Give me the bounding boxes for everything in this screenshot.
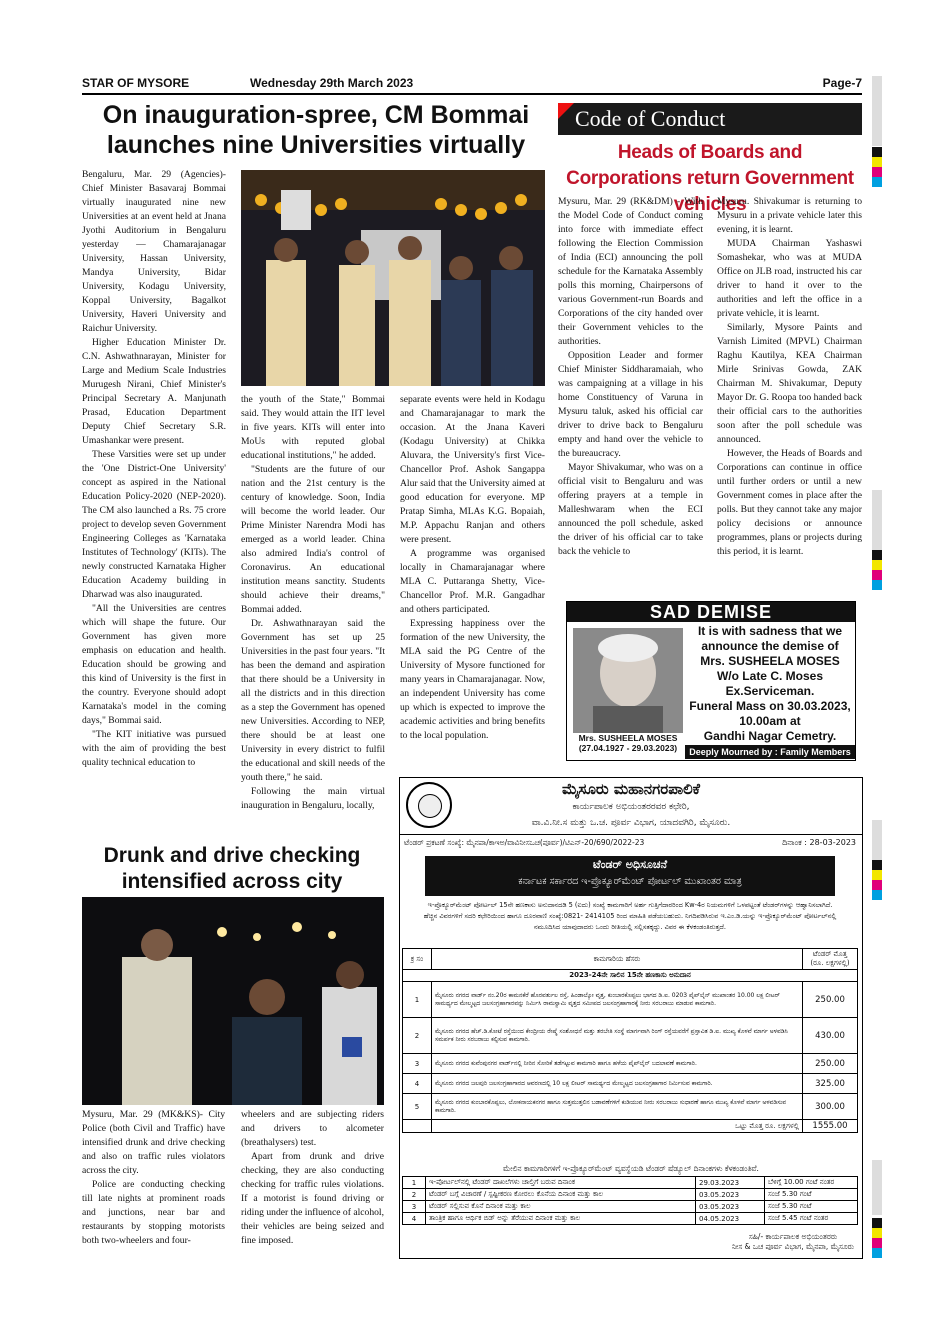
work-amount: 430.00 — [803, 1018, 858, 1054]
obituary-line: Ex.Serviceman. — [725, 684, 815, 698]
work-no: 3 — [403, 1054, 432, 1074]
tender-signature — [732, 1232, 854, 1252]
total-label: ಒಟ್ಟು ಮೊತ್ತ ರೂ. ಲಕ್ಷಗಳಲ್ಲಿ — [432, 1120, 803, 1133]
print-mark — [872, 580, 882, 590]
obituary-caption — [571, 733, 685, 753]
table-row — [403, 1074, 858, 1094]
page-number: Page-7 — [822, 76, 862, 90]
sched-event: ತಾಂತ್ರಿಕ ಹಾಗೂ ಆರ್ಥಿಕ ಬಿಡ್ ಅನ್ನು ತೆರೆಯುವ ದಿನಾಂಕ ಮತ್ತು ಕಾಲ — [426, 1213, 696, 1225]
obituary-line: It is with sadness that we — [697, 624, 843, 638]
paragraph: the youth of the State," Bommai said. They would attain the IIT level in five years. KITs will enter into MoUs with reputed global educational institutions," he added. — [241, 394, 385, 461]
print-mark — [872, 870, 882, 880]
paragraph: Mayor Shivakumar, who was on a official visit to Bengaluru and was offering prayers at a temple in Malleshwaram when the ECI announced the poll schedule, asked the driver of his official car to take back the vehicle to — [558, 462, 703, 557]
obituary-portrait — [573, 628, 683, 733]
table-row — [403, 1094, 858, 1120]
table-header — [403, 949, 858, 970]
paragraph: Mysuru. Shivakumar is returning to Mysuru in a private vehicle later this evening, it is learnt. — [717, 196, 862, 235]
work-desc: ಮೈಸೂರು ನಗರದ ಕುಂಬಾರಕೊಪ್ಪಲು, ಲೋಕನಾಯಕನಗರ ಹಾಗೂ ಸುತ್ತಮುತ್ತಲಿನ ಬಡಾವಣೆಗಳಿಗೆ ಕುಡಿಯುವ ನೀರು ಸರಬರಾಜು ಸುಧಾರಣೆ ಹಾಗೂ ಮುಖ್ಯ ಕೊಳವೆ ಮಾರ್ಗ ಅಳವಡಿಸುವ ಕಾಮಗಾರಿ. — [432, 1094, 803, 1120]
signature-line-1: ಸಹಿ/- ಕಾರ್ಯಪಾಲಕ ಅಭಿಯಂತರರು — [748, 1232, 838, 1241]
paragraph: wheelers and are subjecting riders and drivers to alcometer (breathalysers) test. — [241, 1109, 384, 1148]
sched-date: 03.05.2023 — [696, 1201, 765, 1213]
th-amount: ಟೆಂಡರ್ ಮೊತ್ತ (ರೂ. ಲಕ್ಷಗಳಲ್ಲಿ) — [803, 949, 858, 970]
paper-name: STAR OF MYSORE — [82, 76, 190, 90]
obituary-text — [687, 624, 853, 744]
table-row — [403, 1201, 858, 1213]
print-mark — [872, 1228, 882, 1238]
page-header — [82, 76, 862, 92]
print-mark — [872, 1238, 882, 1248]
notice-title: ಟೆಂಡರ್ ಅಧಿಸೂಚನೆ — [592, 858, 668, 871]
sched-event: ಟೆಂಡರ್ ಬಗ್ಗೆ ವಿಚಾರಣೆ / ಸ್ಪಷ್ಟೀಕರಣ ಕೋರಲು ಕೊನೆಯ ದಿನಾಂಕ ಮತ್ತು ಕಾಲ — [426, 1189, 696, 1201]
schedule-table — [402, 1176, 858, 1225]
caption-name: Mrs. SUSHEELA MOSES — [578, 733, 678, 743]
table-row — [403, 1189, 858, 1201]
tender-date: ದಿನಾಂಕ : 28-03-2023 — [782, 838, 856, 847]
group-title: 2023-24ನೇ ಸಾಲಿನ 15ನೇ ಹಣಕಾಸು ಅನುದಾನ — [403, 970, 858, 982]
tender-notice — [399, 777, 863, 1259]
issue-date: Wednesday 29th March 2023 — [250, 76, 414, 90]
paragraph: "All the Universities are centres which will shape the future. Our Government has given more emphasis on education and health. Education should be growing and this kind of University is the first in the country. Everyone should adopt Karnataka's model in the coming days," Bommai said. — [82, 603, 226, 726]
th-work: ಕಾಮಗಾರಿಯ ಹೆಸರು — [432, 949, 803, 970]
works-table — [402, 948, 858, 1133]
tender-notice-banner — [425, 856, 835, 896]
print-mark — [872, 860, 882, 870]
obituary-line: Gandhi Nagar Cemetry. — [703, 729, 837, 743]
tender-address: ವಾ.ವಿ.ನೀ.ಸ ಮತ್ತು ಒ.ಚ. ಪೂರ್ವ ವಿಭಾಗ, ಯಾದವಗಿರಿ, ಮೈಸೂರು. — [531, 818, 731, 828]
paragraph: Mysuru, Mar. 29 (RK&DM) - With the Model Code of Conduct coming into force with immediate effect following the Election Commission of India (ECI) announcing the poll schedule for the Karnataka Assembly polls this morning, Chairpersons of various Government-run Boards and Corporations of the city handed over their Government vehicles to the authorities. — [558, 196, 703, 347]
paragraph: However, the Heads of Boards and Corporations can continue in office until further orders or until a new Government comes in place after the polls. But they cannot take any major policy decisions or announce programmes, plans or projects during this period, it is learnt. — [717, 448, 862, 557]
table-row — [403, 1177, 858, 1189]
work-desc: ಮೈಸೂರು ನಗರದ ಕುವೆಂಪುನಗರ ವಾರ್ಡ್‌ನಲ್ಲಿ ನೀರಿನ ಸೋರಿಕೆ ತಡೆಗಟ್ಟುವ ಕಾಮಗಾರಿ ಹಾಗೂ ಹಳೆಯ ಪೈಪ್‌ಲೈನ್ ಬದಲಾವಣೆ ಕಾಮಗಾರಿ. — [432, 1054, 803, 1074]
sched-time: ಸಂಜೆ 5.45 ಗಂಟೆ ನಂತರ — [765, 1213, 858, 1225]
work-amount: 250.00 — [803, 1054, 858, 1074]
print-mark — [872, 880, 882, 890]
sched-no: 1 — [403, 1177, 426, 1189]
print-mark — [872, 560, 882, 570]
paragraph: A programme was organised locally in Chamarajanagar where MLA C. Puttaranga Shetty, Vice-Chancellor Prof. M.R. Gangadhar and others participated. — [400, 548, 545, 615]
obituary-box — [566, 601, 856, 761]
schedule-intro: ಮೇಲಿನ ಕಾಮಗಾರಿಗಳಿಗೆ ಇ-ಪ್ರೊಕ್ಯೂರ್‌ಮೆಂಟ್ ವ್ಯವಸ್ಥೆಯಡಿ ಟೆಂಡರ್ ಷೆಡ್ಯೂಲ್ ದಿನಾಂಕಗಳು ಕೆಳಕಂಡಂತಿವೆ. — [503, 1164, 759, 1173]
paragraph: MUDA Chairman Yashaswi Somashekar, who was at MUDA Office on JLB road, instructed his car driver to hand it over to the authorities and left the office in a private vehicle, it is learnt. — [717, 238, 862, 319]
tender-office: ಕಾರ್ಯಪಾಲಕ ಅಭಿಯಂತರರವರ ಕಛೇರಿ, — [572, 802, 690, 812]
story1-column-2 — [241, 393, 385, 813]
story2-column-1 — [558, 195, 703, 559]
total-row — [403, 1120, 858, 1133]
work-no: 1 — [403, 982, 432, 1018]
sched-event: ಇ-ಪೋರ್ಟಲ್‌ನಲ್ಲಿ ಟೆಂಡರ್ ದಾಖಲೆಗಳು ಚಾಲ್ತಿಗೆ ಬರುವ ದಿನಾಂಕ — [426, 1177, 696, 1189]
sched-date: 04.05.2023 — [696, 1213, 765, 1225]
story1-photo — [241, 170, 545, 386]
caption-dates: (27.04.1927 - 29.03.2023) — [578, 743, 678, 753]
margin-bar — [872, 76, 882, 146]
story2-headline: Heads of Boards and Corporations return Government vehicles — [566, 142, 854, 215]
sched-no: 3 — [403, 1201, 426, 1213]
th-no: ಕ್ರ ಸಂ — [403, 949, 432, 970]
tender-intro: ಇ-ಪ್ರೊಕ್ಯೂರ್‌ಮೆಂಟ್ ಪೋರ್ಟಲ್ 15ನೇ ಹಣಕಾಸು ಅನುದಾನದಡಿ 5 (ಐದು) ಸಂಖ್ಯೆ ಕಾಮಗಾರಿಗೆ ಅರ್ಹ ಗುತ್ತಿಗೆದಾರರಿಂದ Kw-4ರ ನಿಯಮಗಳಿಗೆ ಒಳಪಟ್ಟಂತೆ ಟೆಂಡರ್‌ಗಳನ್ನು ಆಹ್ವಾನಿಸಲಾಗಿದೆ. ಹೆಚ್ಚಿನ ವಿವರಗಳಿಗೆ ಸದರಿ ಕಛೇರಿಯಿಂದ ಹಾಗೂ ದೂರವಾಣಿ ಸಂಖ್ಯೆ:0821- 2414105 ರಿಂದ ಮಾಹಿತಿ ಪಡೆಯಬಹುದು. ನಿಗದಿಪಡಿಸಿರುವ ಇ.ಎಂ.ಡಿ.ಯನ್ನು ಇ-ಪ್ರೊಕ್ಯೂರ್‌ಮೆಂಟ್ ಪೋರ್ಟಲ್‌ನಲ್ಲಿ ನಮೂದಿಸಿದ ಯಾವುದಾದರು ಒಂದು ರೀತಿಯಲ್ಲಿ ಸಲ್ಲಿಸತಕ್ಕದ್ದು. ವಿವರ ಈ ಕೆಳಕಂಡಂತಿರುತ್ತದೆ. — [423, 901, 837, 931]
print-mark — [872, 570, 882, 580]
paragraph: Opposition Leader and former Chief Minister Siddharamaiah, who was campaigning at a village in his home Constituency of Varuna in Mysuru taluk, asked his official car driver to drive back to Bengaluru empty and hand over the vehicle to the bureaucracy. — [558, 350, 703, 459]
print-mark — [872, 1218, 882, 1228]
print-mark — [872, 147, 882, 157]
obituary-line: 10.00am at — [739, 714, 801, 728]
story3-headline: Drunk and drive checking intensified across city — [103, 844, 361, 893]
header-rule — [82, 93, 862, 95]
print-mark — [872, 550, 882, 560]
obituary-footer: Deeply Mourned by : Family Members — [685, 745, 855, 759]
print-mark — [872, 157, 882, 167]
work-desc: ಮೈಸೂರು ನಗರದ ವಾರ್ಡ್ ನಂ.20ರ ಕಾಮನಕೆರೆ ಹೊರವರ್ತುಲ ರಸ್ತೆ, ಹಿಂಡಾಲ್ಕೋ ವೃತ್ತ, ಕುಂಬಾರಕೊಪ್ಪಲು ಭಾಗದ ಡಿ.ಐ. 0203 ಪೈಪ್‌ಲೈನ್ ಮುಖಾಂತರ 10.00 ಲಕ್ಷ ಲೀಟರ್ ಸಾಮರ್ಥ್ಯದ ಮೇಲ್ಮಟ್ಟದ ಜಲಸಂಗ್ರಹಾಗಾರವನ್ನು ನಿರ್ಮಿಸಿ ರಾಮಸ್ವಾಮಿ ವೃತ್ತದ ಸಮೀಪದ ಜಲಸಂಗ್ರಹಾಗಾರಕ್ಕೆ ನೀರು ಸರಬರಾಜು ಮಾಡುವ ಕಾಮಗಾರಿ. — [432, 982, 803, 1018]
story3-column-1 — [82, 1108, 225, 1248]
paragraph: Similarly, Mysore Paints and Varnish Limited (MPVL) Chairman Raghu Kautilya, KEA Chairman Mirle Srinivas Gowda, ZAK Chairman M. Shivakumar, Deputy Mayor Dr. G. Roopa too handed back their official cars to the authorities soon after the poll schedule was announced. — [717, 322, 862, 445]
inauguration-photo — [241, 170, 545, 386]
work-desc: ಮೈಸೂರು ನಗರದ ಜಲಪುರಿ ಜಲಸಂಗ್ರಹಾಗಾರದ ಆವರಣದಲ್ಲಿ 10 ಲಕ್ಷ ಲೀಟರ್ ಸಾಮರ್ಥ್ಯದ ಮೇಲ್ಮಟ್ಟದ ಜಲಸಂಗ್ರಹಾಗಾರ ನಿರ್ಮಿಸುವ ಕಾಮಗಾರಿ. — [432, 1074, 803, 1094]
table-row — [403, 1213, 858, 1225]
paragraph: These Varsities were set up under the 'One District-One University' concept as aspired in the National Education Policy-2020 (NEP-2020). The CM also launched a Rs. 75 crore project to develop seven Government Engineering Colleges as 'Karnataka Institutes of Technology' (KITs). The newly constructed Karnataka Higher Education Academy building in Dharwad was also inaugurated. — [82, 449, 226, 600]
paragraph: "The KIT initiative was pursued with the aim of providing the best quality technical education to — [82, 729, 226, 768]
paragraph: Following the main virtual inauguration in Bengaluru, locally, — [241, 786, 385, 811]
sched-no: 4 — [403, 1213, 426, 1225]
obituary-line: W/o Late C. Moses — [716, 669, 823, 683]
paragraph: "Students are the future of our nation and the 21st century is the century of knowledge. Soon, India will become the world leader. Our Prime Minister Narendra Modi has emerged as a world leader. China also admired India's control of Coronavirus. An educational institution means sanctity. Students should achieve their dreams," Bommai added. — [241, 464, 385, 615]
sched-date: 03.05.2023 — [696, 1189, 765, 1201]
work-amount: 325.00 — [803, 1074, 858, 1094]
print-mark — [872, 177, 882, 187]
story1-column-3 — [400, 393, 545, 743]
paragraph: Police are conducting checking till late nights at prominent roads and junctions, near bar and restaurants by stopping motorists both two-wheelers and four- — [82, 1179, 225, 1246]
obituary-line: Mrs. SUSHEELA MOSES — [700, 654, 840, 668]
work-no: 2 — [403, 1018, 432, 1054]
sched-time: ಬೆಳಿಗ್ಗೆ 10.00 ಗಂಟೆ ನಂತರ — [765, 1177, 858, 1189]
story1-headline: On inauguration-spree, CM Bommai launches nine Universities virtually — [102, 101, 530, 159]
tender-org: ಮೈಸೂರು ಮಹಾನಗರಪಾಲಿಕೆ — [561, 780, 701, 798]
work-no: 4 — [403, 1074, 432, 1094]
sched-time: ಸಂಜೆ 5.30 ಗಂಟೆ — [765, 1201, 858, 1213]
sched-event: ಟೆಂಡರ್ ಸಲ್ಲಿಸುವ ಕೊನೆ ದಿನಾಂಕ ಮತ್ತು ಕಾಲ — [426, 1201, 696, 1213]
section-title: Code of Conduct — [575, 106, 726, 131]
checking-photo — [82, 897, 384, 1105]
margin-bar — [872, 820, 882, 860]
obituary-line: announce the demise of — [701, 639, 839, 653]
tender-ref: ಟೆಂಡರ್ ಪ್ರಕಟಣೆ ಸಂಖ್ಯೆ: ಮೈನಪಾ/ಕಾಇಅ/ವಾವಿನೀಸಒಚ(ಪೂರ್ವ)/ಟಿಎನ್-20/690/2022-23 — [404, 838, 645, 847]
notice-subtitle: ಕರ್ನಾಟಕ ಸರ್ಕಾರದ ಇ-ಪ್ರೊಕ್ಯೂರ್‌ಮೆಂಟ್ ಪೋರ್ಟಲ್ ಮುಖಾಂತರ ಮಾತ್ರ — [518, 876, 742, 887]
sched-time: ಸಂಜೆ 5.30 ಗಂಟೆ — [765, 1189, 858, 1201]
sched-no: 2 — [403, 1189, 426, 1201]
paragraph: Apart from drunk and drive checking, they are also conducting checking for traffic rules violations. If a motorist is found driving or riding under the influence of alcohol, their vehicles are being seized and fine imposed. — [241, 1151, 384, 1246]
paragraph: Bengaluru, Mar. 29 (Agencies)- Chief Minister Basavaraj Bommai virtually inaugurated nine new Universities at an event held at Jnana Jyothi Auditorium in Bengaluru yesterday — Chamarajanagar University, Hassan University, Mandya University, Bidar University, Kodagu University, Koppal University, Bagalkot University, Haveri University and Raichur University. — [82, 169, 226, 334]
story1-column-1 — [82, 168, 226, 770]
story3-column-2 — [241, 1108, 384, 1248]
print-mark — [872, 1248, 882, 1258]
obituary-line: Funeral Mass on 30.03.2023, — [689, 699, 851, 713]
margin-bar — [872, 1160, 882, 1215]
work-amount: 250.00 — [803, 982, 858, 1018]
portrait-image — [573, 628, 683, 733]
table-row — [403, 1054, 858, 1074]
paragraph: Dr. Ashwathnarayan said the Government has set up 25 Universities in the past four years. "It has been the demand and aspiration that there should be a University in all the districts and in this direction as a step the Government has opened new Universities. According to NEP, there should be at least one University in every district to fulfil the educational and skill needs of the youth there," he said. — [241, 618, 385, 783]
sched-date: 29.03.2023 — [696, 1177, 765, 1189]
story3-photo — [82, 897, 384, 1105]
table-row — [403, 982, 858, 1018]
print-mark — [872, 167, 882, 177]
print-mark — [872, 890, 882, 900]
paragraph: Higher Education Minister Dr. C.N. Ashwathnarayan, Minister for Large and Medium Scale Industries Murugesh Nirani, Chief Minister's Principal Secretary A. Manjunath Prasad, Education Department Deputy Chief Secretary S.R. Umashankar were present. — [82, 337, 226, 446]
obituary-title: SAD DEMISE — [567, 602, 855, 622]
work-desc: ಮೈಸೂರು ನಗರದ ಹೆಚ್.ಡಿ.ಕೋಟೆ ರಸ್ತೆಯಿಂದ ಕೇಂದ್ರೀಯ ರೇಷ್ಮೆ ಸಂಶೋಧನೆ ಮತ್ತು ತರಬೇತಿ ಸಂಸ್ಥೆ ಮಾರ್ಗವಾಗಿ ರಿಂಗ್ ರಸ್ತೆಯವರೆಗೆ ಪ್ರಸ್ತಾವಿತ ಡಿ.ಐ. ಮುಖ್ಯ ಕೊಳವೆ ಮಾರ್ಗ ಅಳವಡಿಸಿ ಸಮರ್ಪಕ ನೀರು ಸರಬರಾಜು ಕಲ್ಪಿಸುವ ಕಾಮಗಾರಿ. — [432, 1018, 803, 1054]
paragraph: separate events were held in Kodagu and Chamarajanagar to mark the occasion. At the Jnana Kaveri (Kodagu University) at Chikka Aluvara, the University's first Vice-Chancellor Prof. Ashok Sangappa Alur said that the University aimed at good education for everyone. MP Pratap Simha, MLAs K.G. Bopaiah, M.P. Appachu Ranjan and others were present. — [400, 394, 545, 545]
margin-bar — [872, 490, 882, 550]
work-amount: 300.00 — [803, 1094, 858, 1120]
paragraph: Expressing happiness over the formation of the new University, the MLA said the PG Centre of the University of Mysore functioned for many years in Chamarajanagar. Now, an independent University has come up which is expected to improve the academic activities and bring benefits to the local population. — [400, 618, 545, 741]
paragraph: Mysuru, Mar. 29 (MK&KS)- City Police (both Civil and Traffic) have intensified drunk and drive checking and also on traffic rules violators across the city. — [82, 1109, 225, 1176]
story2-column-2 — [717, 195, 862, 559]
signature-line-2: ನೀಸ & ಒಚ ಪೂರ್ವ ವಿಭಾಗ, ಮೈನಪಾ, ಮೈಸೂರು — [731, 1242, 854, 1251]
work-no: 5 — [403, 1094, 432, 1120]
table-row — [403, 1018, 858, 1054]
total-amount: 1555.00 — [803, 1120, 858, 1133]
